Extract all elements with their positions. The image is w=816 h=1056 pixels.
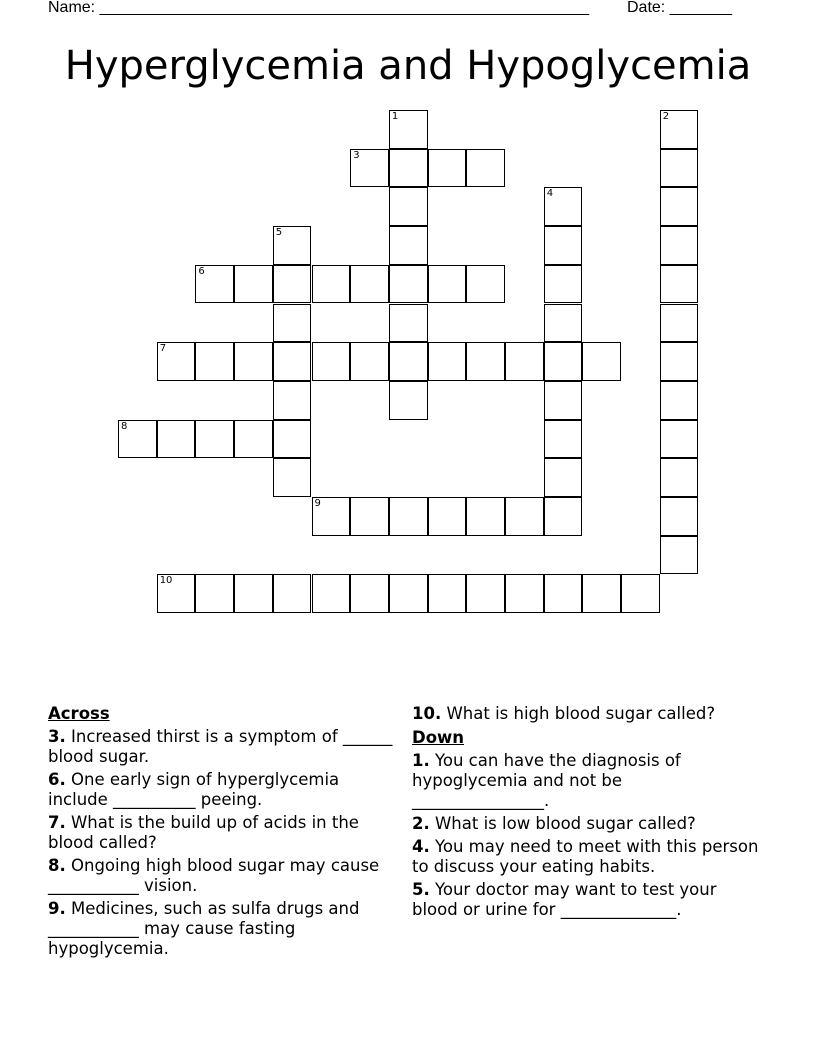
grid-cell[interactable] [389,381,428,420]
grid-cell[interactable] [660,420,699,459]
name-line[interactable]: Name: _______________________________________________________ [48,0,589,16]
clue-down-5: 5. Your doctor may want to test your blood or urine for ______________. [412,880,717,919]
grid-cell[interactable] [389,149,428,188]
grid-cell[interactable] [157,420,196,459]
down-heading: Down [412,728,465,747]
grid-cell[interactable] [389,187,428,226]
grid-cell[interactable] [312,574,351,613]
grid-cell[interactable] [544,226,583,265]
grid-cell[interactable] [273,381,312,420]
grid-cell[interactable] [466,265,505,304]
grid-cell[interactable] [660,304,699,343]
grid-cell[interactable] [544,574,583,613]
grid-cell[interactable] [660,226,699,265]
grid-cell[interactable] [660,265,699,304]
date-line[interactable]: Date: _______ [627,0,732,16]
grid-cell[interactable] [428,342,467,381]
clue-across-8: 8. Ongoing high blood sugar may cause ___________ vision. [48,856,380,895]
clue-number: 7 [159,343,167,355]
clue-down-4: 4. You may need to meet with this person to discuss your eating habits. [412,837,759,876]
grid-cell[interactable] [312,265,351,304]
grid-cell[interactable] [428,497,467,536]
grid-cell[interactable] [505,574,544,613]
grid-cell[interactable] [389,342,428,381]
grid-cell[interactable] [621,574,660,613]
clue-number: 9 [314,498,321,509]
grid-cell[interactable] [660,187,699,226]
grid-cell[interactable] [195,342,234,381]
clue-number: 4 [546,188,554,200]
clue-number: 1 [391,111,399,122]
grid-cell[interactable] [466,497,505,536]
grid-cell[interactable] [389,110,428,149]
grid-cell[interactable] [544,304,583,343]
across-heading: Across [48,704,110,723]
grid-cell[interactable] [660,342,699,381]
clue-across-6: 6. One early sign of hyperglycemia include __________ peeing. [48,770,340,809]
grid-cell[interactable] [312,342,351,381]
grid-cell[interactable] [544,458,583,497]
clue-number: 10 [159,575,173,587]
grid-cell[interactable] [389,574,428,613]
clue-down-2: 2. What is low blood sugar called? [412,814,696,833]
grid-cell[interactable] [273,574,312,613]
grid-cell[interactable] [660,381,699,420]
clue-down-1: 1. You can have the diagnosis of hypoglycemia and not be ________________. [412,751,681,810]
clue-across-7: 7. What is the build up of acids in the blood called? [48,813,359,852]
grid-cell[interactable] [273,342,312,381]
clue-number: 6 [198,265,205,277]
grid-cell[interactable] [157,342,196,381]
clues-column-left [48,700,398,959]
grid-cell[interactable] [195,420,234,459]
grid-cell[interactable] [350,342,389,381]
grid-cell[interactable] [350,265,389,304]
grid-cell[interactable] [273,304,312,343]
grid-cell[interactable] [660,497,699,536]
grid-cell[interactable] [544,497,583,536]
grid-cell[interactable] [544,187,583,226]
grid-cell[interactable] [234,342,273,381]
grid-cell[interactable] [195,265,234,304]
grid-cell[interactable] [428,265,467,304]
grid-cell[interactable] [234,420,273,459]
grid-cell[interactable] [544,381,583,420]
grid-cell[interactable] [466,149,505,188]
clues-column-right [412,700,762,920]
grid-cell[interactable] [234,574,273,613]
clue-number: 3 [353,149,360,161]
grid-cell[interactable] [350,497,389,536]
grid-cell[interactable] [273,265,312,304]
grid-cell[interactable] [273,226,312,265]
grid-cell[interactable] [273,458,312,497]
grid-cell[interactable] [544,420,583,459]
grid-cell[interactable] [350,574,389,613]
grid-cell[interactable] [389,497,428,536]
grid-cell[interactable] [389,265,428,304]
grid-cell[interactable] [660,110,699,149]
grid-cell[interactable] [195,574,234,613]
grid-cell[interactable] [505,497,544,536]
grid-cell[interactable] [660,149,699,188]
clue-number: 8 [121,420,128,432]
clue-number: 5 [275,227,283,239]
grid-cell[interactable] [118,420,157,459]
grid-cell[interactable] [582,574,621,613]
grid-cell[interactable] [389,226,428,265]
grid-cell[interactable] [428,149,467,188]
grid-cell[interactable] [234,265,273,304]
grid-cell[interactable] [544,342,583,381]
grid-cell[interactable] [544,265,583,304]
grid-cell[interactable] [350,149,389,188]
clue-across-10: 10. What is high blood sugar called? [412,704,716,723]
grid-cell[interactable] [660,458,699,497]
grid-cell[interactable] [273,420,312,459]
grid-cell[interactable] [466,574,505,613]
grid-cell[interactable] [428,574,467,613]
grid-cell[interactable] [312,497,351,536]
grid-cell[interactable] [157,574,196,613]
clue-across-9: 9. Medicines, such as sulfa drugs and ___________ may cause fasting hypoglycemia. [48,899,360,958]
grid-cell[interactable] [660,536,699,575]
grid-cell[interactable] [466,342,505,381]
grid-cell[interactable] [505,342,544,381]
grid-cell[interactable] [582,342,621,381]
clue-number: 2 [662,111,670,122]
page-title: Hyperglycemia and Hypoglycemia [64,43,752,89]
clue-across-3: 3. Increased thirst is a symptom of ______ blood sugar. [48,727,393,766]
grid-cell[interactable] [389,304,428,343]
